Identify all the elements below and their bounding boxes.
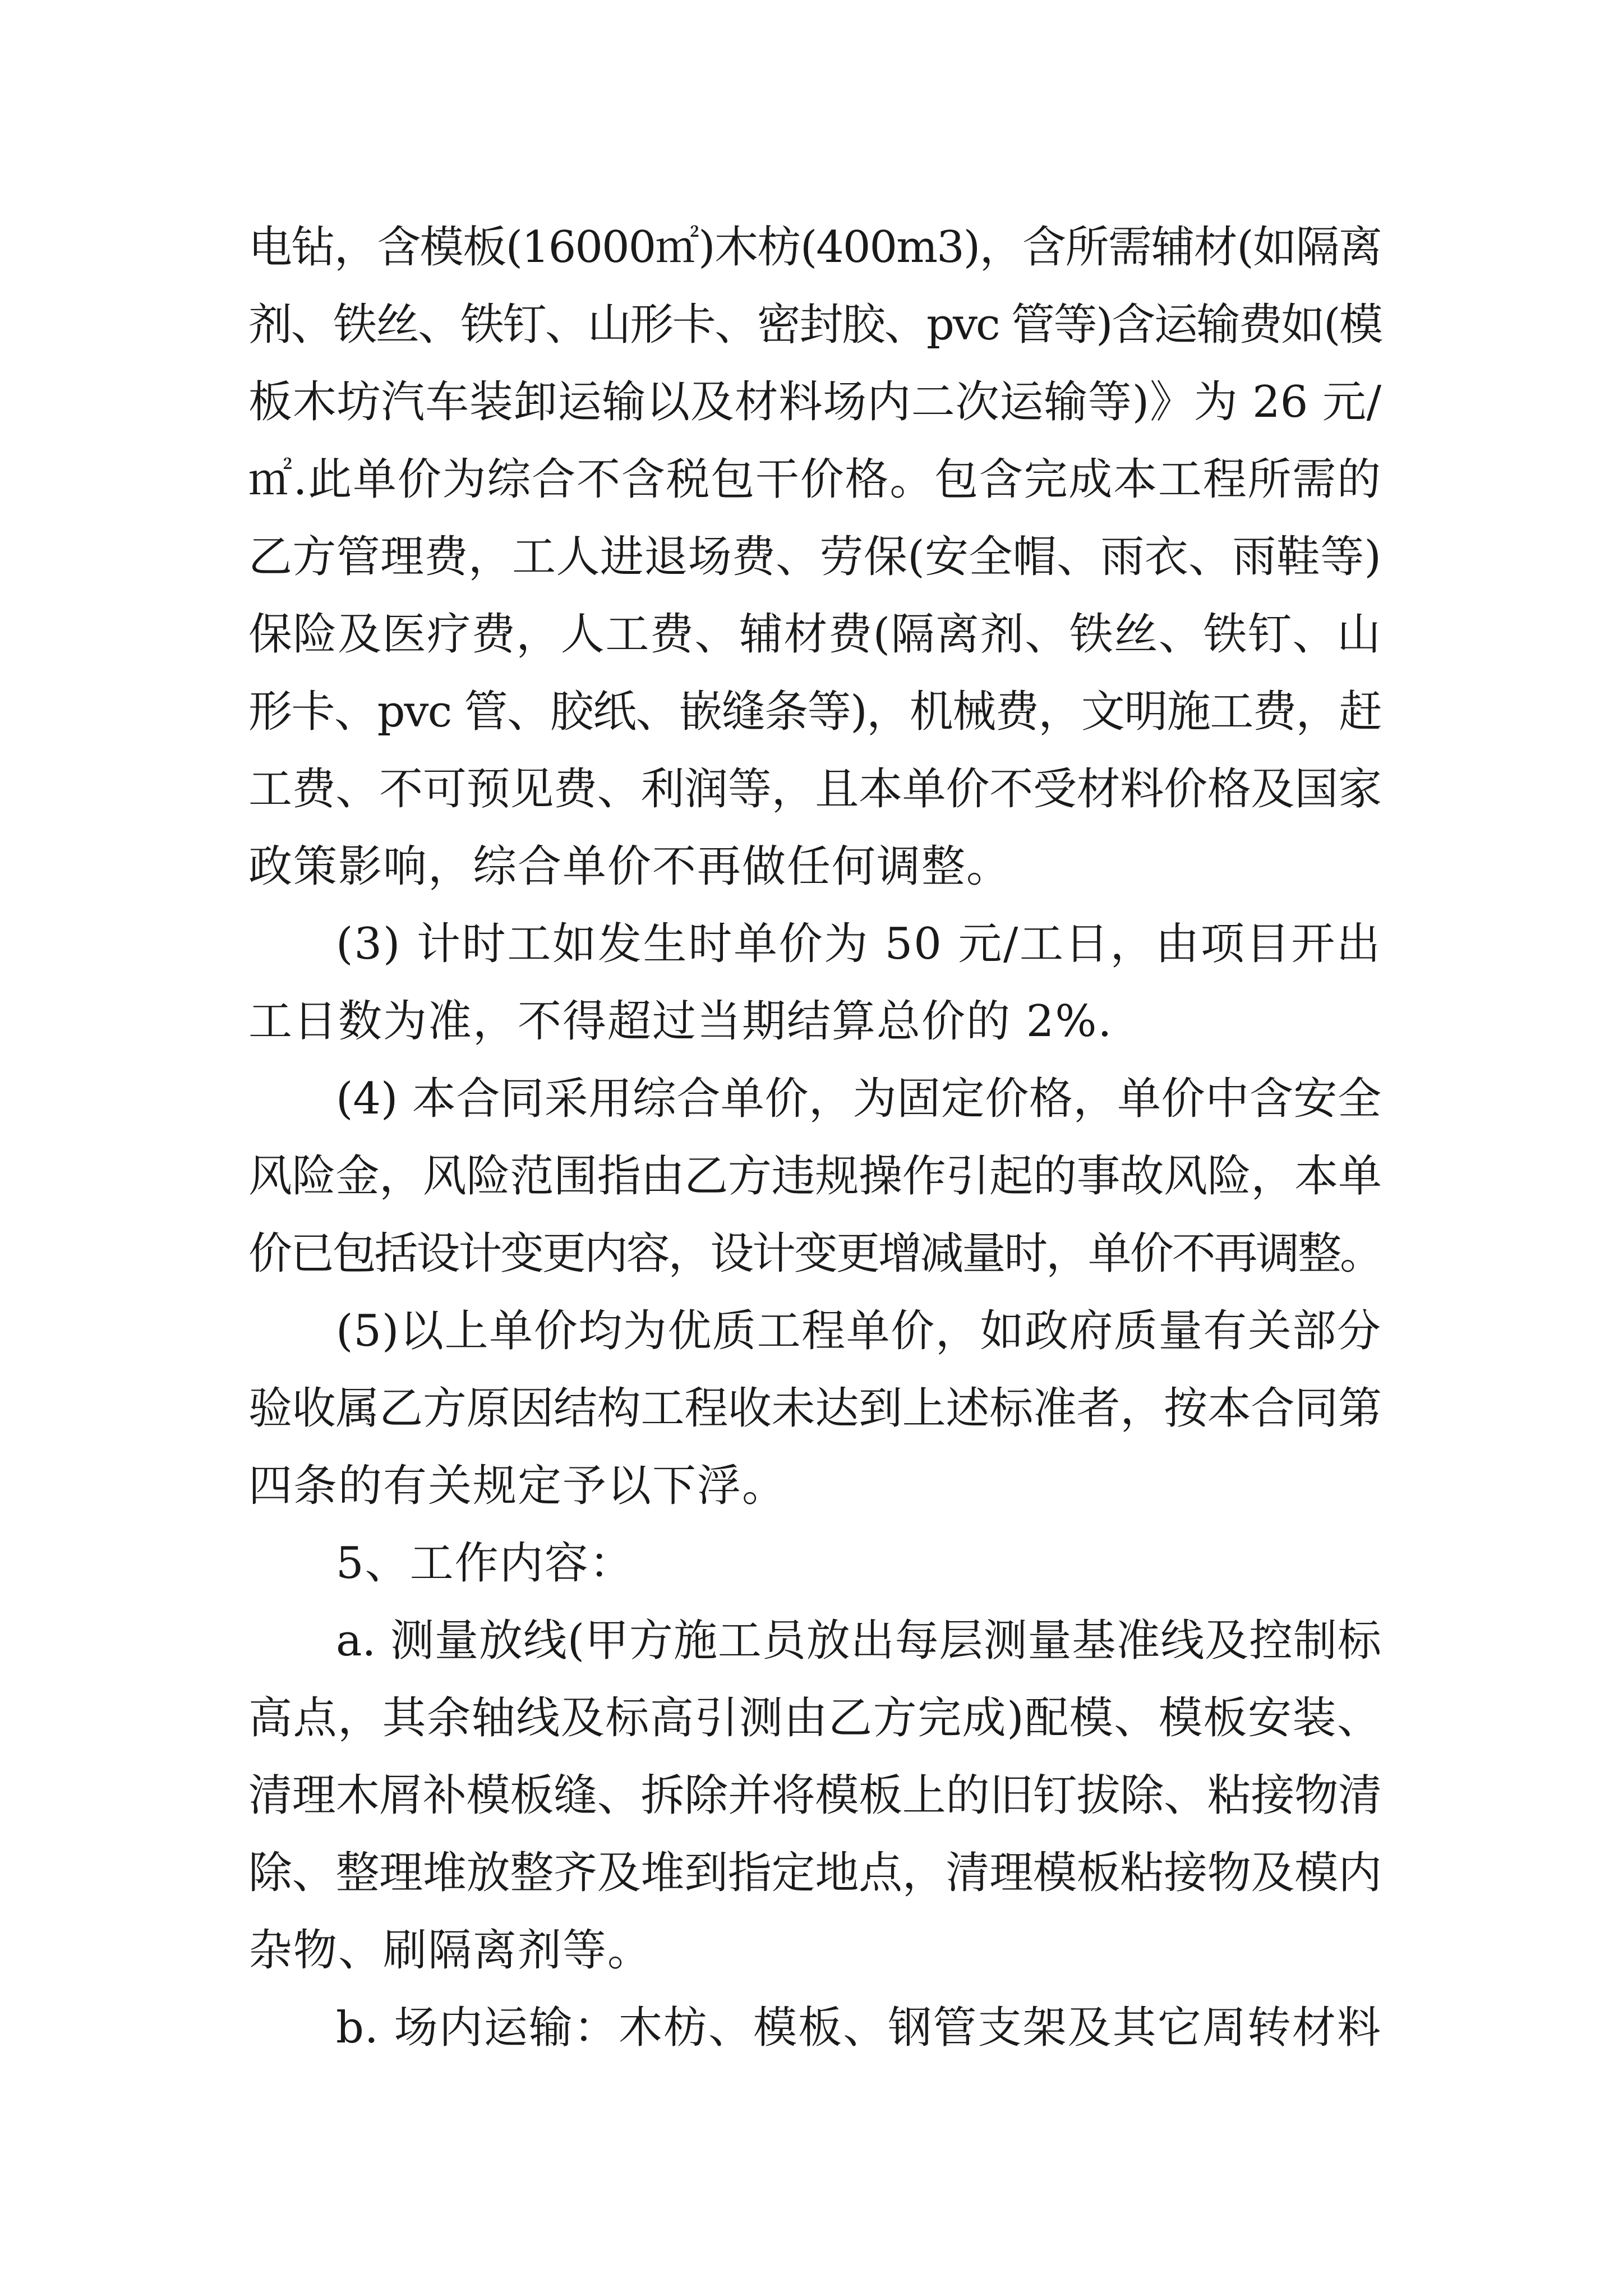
text-line: 工费、不可预见费、利润等，且本单价不受材料价格及国家 — [248, 764, 1381, 815]
document-body — [248, 209, 1381, 2067]
text-line: 工日数为准，不得超过当期结算总价的 2%. — [248, 996, 1113, 1047]
text-line: 价已包括设计变更内容，设计变更增减量时，单价不再调整。 — [248, 1228, 1381, 1279]
text-line: 风险金，风险范围指由乙方违规操作引起的事故风险，本单 — [248, 1151, 1381, 1202]
text-line: 剂、铁丝、铁钉、山形卡、密封胶、pvc 管等)含运输费如(模 — [248, 300, 1381, 350]
text-line: 形卡、pvc 管、胶纸、嵌缝条等)，机械费，文明施工费，赶 — [248, 687, 1381, 737]
text-line: 四条的有关规定予以下浮。 — [248, 1461, 787, 1511]
text-line: 电钻，含模板(16000㎡)木枋(400m3)，含所需辅材(如隔离 — [248, 222, 1381, 273]
text-line: 5、工作内容： — [336, 1538, 634, 1589]
text-line: 高点，其余轴线及标高引测由乙方完成)配模、模板安装、 — [248, 1693, 1381, 1743]
text-line: (3) 计时工如发生时单价为 50 元/工日，由项目开出 — [336, 919, 1381, 969]
text-line: (5)以上单价均为优质工程单价，如政府质量有关部分 — [336, 1306, 1381, 1356]
text-line: 验收属乙方原因结构工程收未达到上述标准者，按本合同第 — [248, 1383, 1381, 1434]
text-line: b. 场内运输：木枋、模板、钢管支架及其它周转材料 — [336, 2003, 1381, 2053]
text-line: ㎡.此单价为综合不含税包干价格。包含完成本工程所需的 — [248, 454, 1381, 505]
text-line: a. 测量放线(甲方施工员放出每层测量基准线及控制标 — [336, 1616, 1381, 1666]
text-line: 保险及医疗费，人工费、辅材费(隔离剂、铁丝、铁钉、山 — [248, 609, 1381, 660]
text-line: 杂物、刷隔离剂等。 — [248, 1925, 653, 1976]
text-line: 政策影响，综合单价不再做任何调整。 — [248, 841, 1012, 892]
text-line: (4) 本合同采用综合单价，为固定价格，单价中含安全 — [336, 1074, 1381, 1124]
text-line: 乙方管理费，工人进退场费、劳保(安全帽、雨衣、雨鞋等) — [248, 532, 1381, 582]
text-line: 清理木屑补模板缝、拆除并将模板上的旧钉拔除、粘接物清 — [248, 1770, 1381, 1821]
text-line: 除、整理堆放整齐及堆到指定地点，清理模板粘接物及模内 — [248, 1848, 1381, 1898]
text-line: 板木坊汽车装卸运输以及材料场内二次运输等)》为 26 元/ — [248, 377, 1381, 427]
